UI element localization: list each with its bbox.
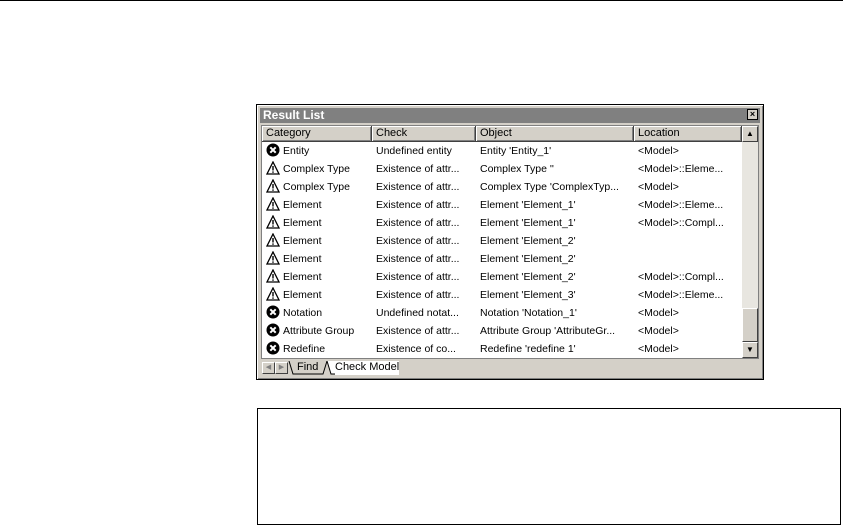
tab-check-model[interactable]: Check Model xyxy=(335,361,400,373)
cell-category xyxy=(266,250,370,268)
result-list xyxy=(261,125,759,359)
cell-object: Complex Type '' xyxy=(480,163,554,175)
table-row[interactable] xyxy=(262,160,742,178)
cell-check: Existence of attr... xyxy=(376,199,460,211)
scroll-down-button[interactable]: ▼ xyxy=(742,342,758,358)
category-text: Complex Type xyxy=(283,181,350,193)
category-text: Element xyxy=(283,235,322,247)
table-row[interactable] xyxy=(262,214,742,232)
category-text: Complex Type xyxy=(283,163,350,175)
cell-check: Undefined entity xyxy=(376,145,452,157)
column-header-object[interactable]: Object xyxy=(476,126,634,142)
error-icon xyxy=(266,341,280,355)
cell-location: <Model>::Compl... xyxy=(638,271,724,283)
cell-object: Element 'Element_1' xyxy=(480,199,576,211)
cell-object: Element 'Element_3' xyxy=(480,289,576,301)
table-row[interactable] xyxy=(262,250,742,268)
warning-icon xyxy=(266,287,280,301)
cell-location: <Model> xyxy=(638,325,679,337)
column-header-check[interactable]: Check xyxy=(372,126,476,142)
cell-location: <Model>::Eleme... xyxy=(638,163,724,175)
cell-check: Existence of attr... xyxy=(376,271,460,283)
tab-bar xyxy=(261,361,759,376)
scroll-thumb[interactable] xyxy=(742,308,758,342)
warning-icon xyxy=(266,161,280,175)
category-text: Element xyxy=(283,199,322,211)
table-row[interactable] xyxy=(262,178,742,196)
cell-location: <Model>::Compl... xyxy=(638,217,724,229)
cell-category xyxy=(266,322,370,340)
cell-category xyxy=(266,304,370,322)
table-row[interactable] xyxy=(262,322,742,340)
cell-location: <Model> xyxy=(638,343,679,355)
cell-check: Existence of co... xyxy=(376,343,456,355)
cell-check: Existence of attr... xyxy=(376,181,460,193)
warning-icon xyxy=(266,215,280,229)
column-header-location[interactable]: Location xyxy=(634,126,742,142)
cell-category xyxy=(266,196,370,214)
tab-find[interactable]: Find xyxy=(297,361,319,373)
table-row[interactable] xyxy=(262,340,742,358)
top-rule xyxy=(0,0,843,1)
category-text: Element xyxy=(283,217,322,229)
cell-category xyxy=(266,286,370,304)
cell-location xyxy=(638,250,742,268)
table-row[interactable] xyxy=(262,232,742,250)
warning-icon xyxy=(266,269,280,283)
cell-object: Element 'Element_2' xyxy=(480,253,576,265)
warning-icon xyxy=(266,197,280,211)
cell-object: Redefine 'redefine 1' xyxy=(480,343,576,355)
window-title: Result List xyxy=(263,108,325,122)
scroll-up-button[interactable]: ▲ xyxy=(742,126,758,142)
cell-category xyxy=(266,178,370,196)
cell-object: Entity 'Entity_1' xyxy=(480,145,552,157)
cell-check: Existence of attr... xyxy=(376,289,460,301)
cell-object: Element 'Element_2' xyxy=(480,235,576,247)
category-text: Notation xyxy=(283,307,323,319)
cell-location: <Model>::Eleme... xyxy=(638,199,724,211)
cell-location: <Model> xyxy=(638,181,679,193)
warning-icon xyxy=(266,179,280,193)
cell-location: <Model> xyxy=(638,145,679,157)
cell-category xyxy=(266,160,370,178)
cell-object: Attribute Group 'AttributeGr... xyxy=(480,325,616,337)
cell-object: Complex Type 'ComplexTyp... xyxy=(480,181,619,193)
cell-object: Element 'Element_2' xyxy=(480,271,576,283)
vertical-scrollbar[interactable] xyxy=(742,126,758,358)
tab-scroll-left-button[interactable]: ◀ xyxy=(262,362,275,374)
close-button[interactable]: × xyxy=(747,109,758,120)
cell-check: Existence of attr... xyxy=(376,253,460,265)
cell-object: Element 'Element_1' xyxy=(480,217,576,229)
category-text: Element xyxy=(283,253,322,265)
cell-object: Notation 'Notation_1' xyxy=(480,307,577,319)
cell-category xyxy=(266,340,370,358)
warning-icon xyxy=(266,251,280,265)
cell-category xyxy=(266,142,370,160)
cell-check: Existence of attr... xyxy=(376,217,460,229)
warning-icon xyxy=(266,233,280,247)
table-row[interactable] xyxy=(262,286,742,304)
table-row[interactable] xyxy=(262,304,742,322)
category-text: Entity xyxy=(283,145,310,157)
category-text: Element xyxy=(283,271,322,283)
table-row[interactable] xyxy=(262,142,742,160)
cell-category xyxy=(266,214,370,232)
title-bar[interactable] xyxy=(260,108,760,123)
category-text: Element xyxy=(283,289,322,301)
cell-check: Existence of attr... xyxy=(376,235,460,247)
table-row[interactable] xyxy=(262,196,742,214)
cell-location: <Model>::Eleme... xyxy=(638,289,724,301)
cell-location: <Model> xyxy=(638,307,679,319)
cell-check: Existence of attr... xyxy=(376,163,460,175)
cell-category xyxy=(266,232,370,250)
error-icon xyxy=(266,143,280,157)
tab-scroll-right-button[interactable]: ▶ xyxy=(275,362,288,374)
table-row[interactable] xyxy=(262,268,742,286)
category-text: Redefine xyxy=(283,343,326,355)
cell-check: Undefined notat... xyxy=(376,307,459,319)
cell-category xyxy=(266,268,370,286)
cell-location xyxy=(638,232,742,250)
empty-text-box xyxy=(257,408,841,525)
error-icon xyxy=(266,323,280,337)
cell-check: Existence of attr... xyxy=(376,325,460,337)
category-text: Attribute Group xyxy=(283,325,355,337)
result-list-window xyxy=(256,104,764,380)
error-icon xyxy=(266,305,280,319)
column-header-category[interactable]: Category xyxy=(262,126,372,142)
column-header-row xyxy=(262,126,742,142)
